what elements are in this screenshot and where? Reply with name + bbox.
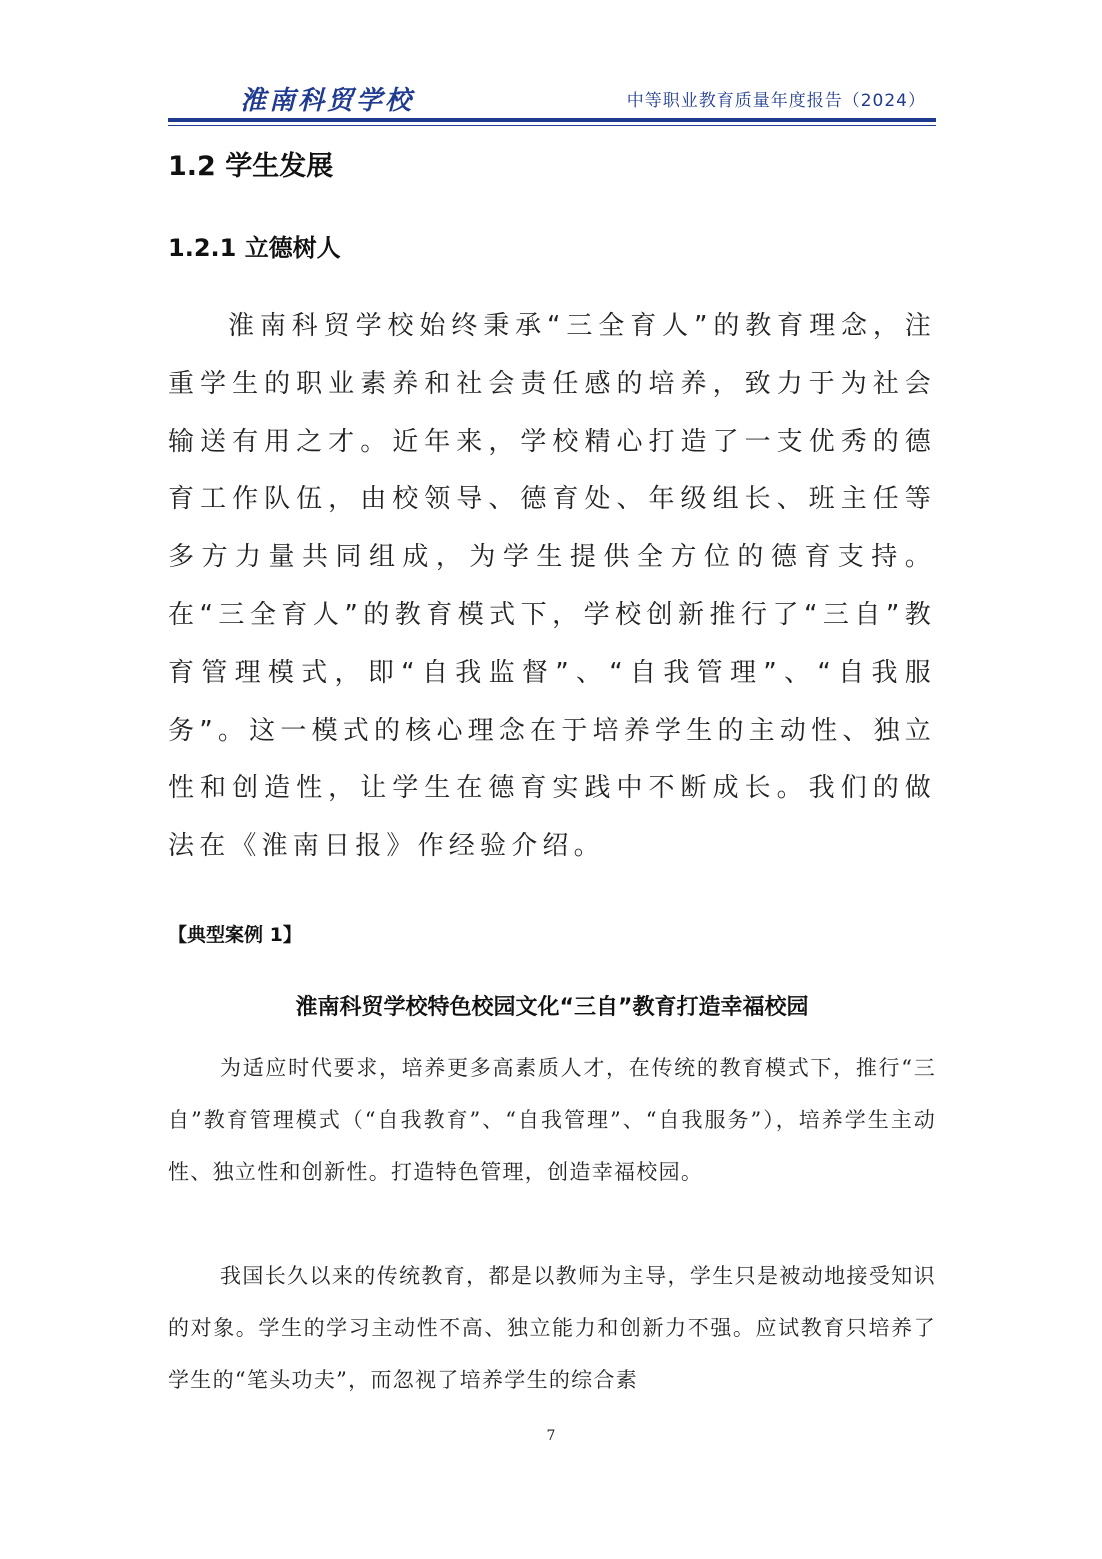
school-logo-text: 淮南科贸学校 (240, 86, 415, 116)
section-heading: 1.2 学生发展 (168, 151, 334, 182)
case-paragraph: 我国长久以来的传统教育，都是以教师为主导，学生只是被动地接受知识的对象。学生的学习主动性不高、独立能力和创新力不强。应试教育只培养了学生的“笔头功夫”，而忽视了培养学生的综合素 (168, 1264, 936, 1392)
body-paragraph: 淮南科贸学校始终秉承“三全育人”的教育理念，注重学生的职业素养和社会责任感的培养，致力于为社会输送有用之才。近年来，学校精心打造了一支优秀的德育工作队伍，由校领导、德育处、年级组长、班主任等多方力量共同组成，为学生提供全方位的德育支持。在“三全育人”的教育模式下，学校创新推行了“三自”教育管理模式，即“自我监督”、“自我管理”、“自我服务”。这一模式的核心理念在于培养学生的主动性、独立性和创造性，让学生在德育实践中不断成长。我们的做法在《淮南日报》作经验介绍。 (168, 311, 936, 862)
header-rule-thin (168, 125, 936, 126)
page-header (168, 78, 936, 118)
header-rule-thick (168, 118, 936, 122)
case-paragraph: 为适应时代要求，培养更多高素质人才，在传统的教育模式下，推行“三自”教育管理模式（“自我教育”、“自我管理”、“自我服务”），培养学生主动性、独立性和创新性。打造特色管理，创造幸福校园。 (168, 1056, 936, 1184)
report-title: 中等职业教育质量年度报告（2024） (626, 91, 926, 111)
page-number: 7 (546, 1428, 556, 1444)
case-label: 【典型案例 1】 (168, 924, 302, 946)
case-title: 淮南科贸学校特色校园文化“三自”教育打造幸福校园 (295, 995, 809, 1020)
subsection-heading: 1.2.1 立德树人 (168, 234, 341, 262)
